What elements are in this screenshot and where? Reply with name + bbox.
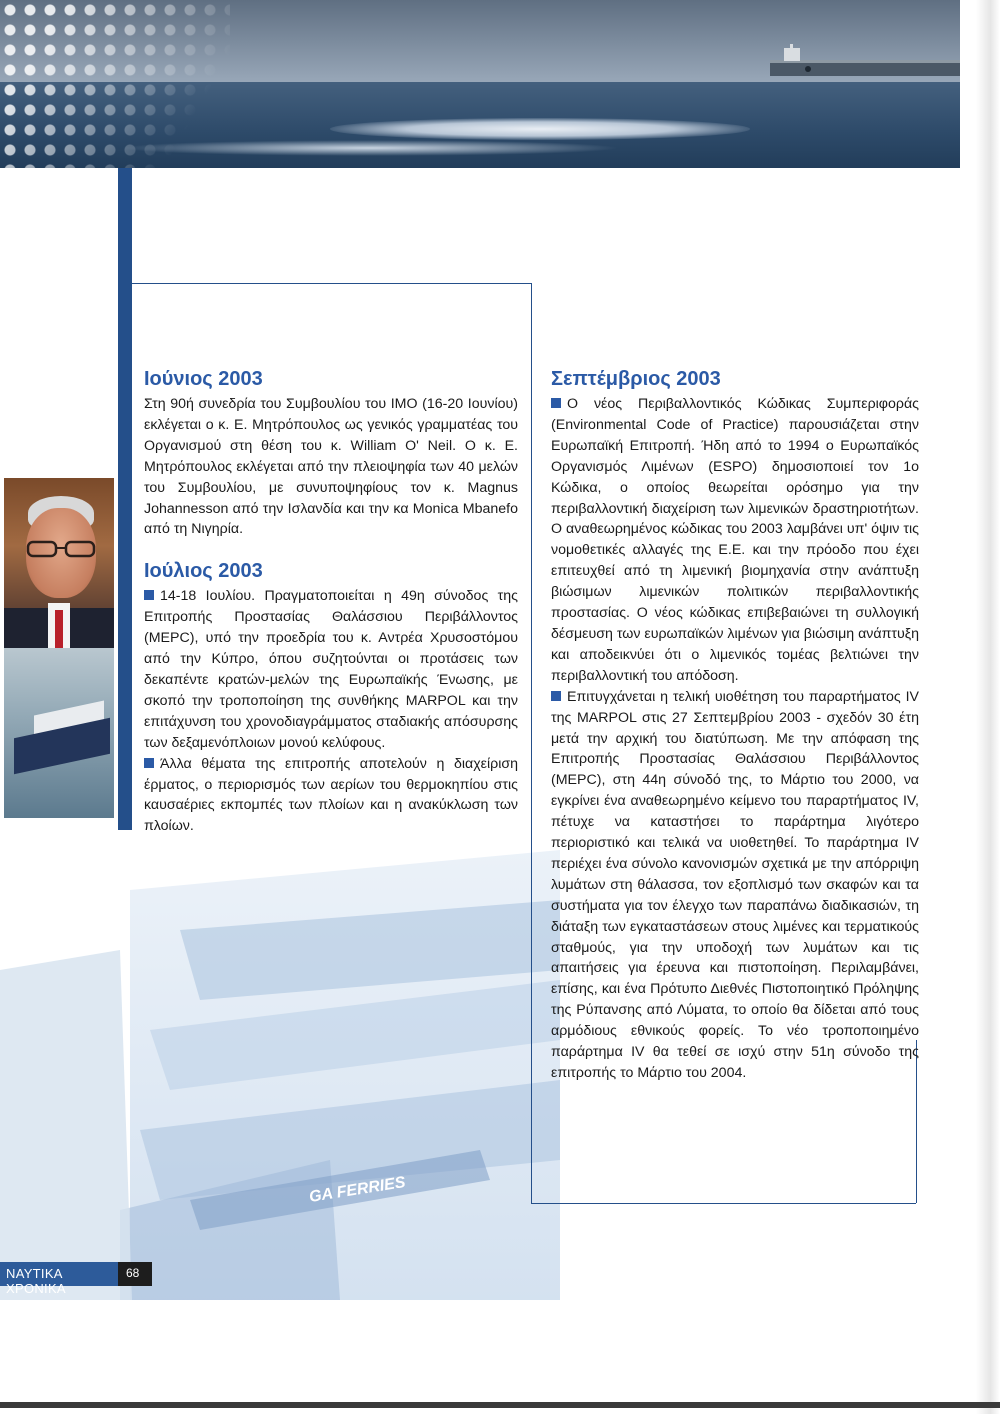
square-bullet-icon (144, 590, 154, 600)
left-column (144, 366, 518, 837)
june-heading: Ιούνιος 2003 (144, 368, 263, 390)
july-heading: Ιούλιος 2003 (144, 560, 263, 583)
header-banner (0, 0, 960, 168)
square-bullet-icon (551, 691, 561, 701)
halftone-dots-decoration (0, 0, 230, 168)
september-heading: Σεπτέμβριος 2003 (551, 368, 721, 390)
frame-divider-line (531, 283, 532, 1203)
frame-top-line (132, 283, 532, 284)
page-number: 68 (126, 1266, 140, 1280)
ferry-hull-text: GA FERRIES (307, 1173, 407, 1206)
bottom-rule (0, 1402, 1000, 1408)
june-text: Στη 90ή συνεδρία του Συμβουλίου του ΙΜΟ (16-20 Ιουνίου) εκλέγεται ο κ. Ε. Μητρόπουλος ως γενικός γραμματέας του Οργανισμού στη θέση του κ. William O' Neil. Ο κ. Ε. Μητρόπουλος εκλέγεται από την πλειοψηφία των 40 μελών του Συμβουλίου, με συνυποψηφίους τον κ. Magnus Johannesson από την Ισλανδία και την κα Monica Mbanefo από τη Νιγηρία. (144, 396, 518, 538)
ship-photo (4, 648, 114, 818)
right-column (551, 366, 919, 1084)
july-paragraph-1: 14-18 Ιουλίου. Πραγματοποιείται η 49η σύνοδος της Επιτροπής Προστασίας Θαλάσσιου Περιβάλλοντος (MEPC), υπό την προεδρία του κ. Αντρέα Χρυσοστόμου από την Κύπρο, όπου συζητούνται οι προτάσεις των δεκαπέντε κρατών-μελών της Ευρωπαϊκής Ένωσης, με σκοπό την τροποποίηση της συνθήκης MARPOL και την επιτάχυνση του χρονοδιαγράμματος σταδιακής απόσυρσης των δεξαμενόπλοιων μονού κελύφους. (144, 588, 518, 751)
tanker-ship-icon (760, 44, 960, 84)
glasses-icon (24, 540, 98, 558)
magazine-name-tab (0, 1262, 118, 1296)
july-paragraph-2: Άλλα θέματα της επιτροπής αποτελούν η διαχείριση έρματος, ο περιορισμός των αερίων του θερμοκηπίου στις καυσαέριες εκπομπές των πλοίων και η ανακύκλωση των πλοίων. (144, 755, 518, 835)
september-paragraph-2: Επιτυγχάνεται η τελική υιοθέτηση του παραρτήματος IV της MARPOL στις 27 Σεπτεμβρίου 2003 - σχεδόν 30 έτη μετά την αρχική του διατύπωση. Με την απόφαση της Επιτροπής Προστασίας Θαλάσσιου Περιβάλλοντος (MEPC), στη 44η σύνοδό της, το Μάρτιο του 2000, να εγκρίνει ένα αναθεωρημένο κείμενο του παραρτήματος IV, πέτυχε να καταστήσει το παράρτημα λιγότερο περιοριστικό και τελικά να υιοθετηθεί. Το παράρτημα IV περιέχει ένα σύνολο κανονισμών σχετικά με την απόρριψη λυμάτων στη θάλασσα, τον εξοπλισμό των σκαφών και τα συστήματα για τον έλεγχο των παραπάνω διαδικασιών, τη διάταξη των εγκαταστάσεων στους λιμένες και τερματικούς σταθμούς, για την υποδοχή των λυμάτων και τις απαιτήσεις για έρευνα και πιστοποίηση. Περιλαμβάνει, επίσης, και ένα Πρότυπο Διεθνές Πιστοποιητικό Πρόληψης της Ρύπανσης από Λύματα, το οποίο θα δίδεται από τους αρμόδιους εθνικούς φορείς. Το νέο τροποποιημένο παράρτημα IV θα τεθεί σε ισχύ στην 51η σύνοδο της επιτροπής το Μάρτιο του 2004. (551, 688, 919, 1081)
september-paragraph-1: Ο νέος Περιβαλλοντικός Κώδικας Συμπεριφοράς (Environmental Code of Practice) παρουσιάζεται στην Ευρωπαϊκή Επιτροπή. Ήδη από το 1994 ο Ευρωπαϊκός Οργανισμός Λιμένων (ESPO) δημοσιοποιεί τον 1ο Κώδικα, ο οποίος θεωρείται ορόσημο για την περιβαλλοντική διαχείριση των λιμενικών δραστηριοτήτων. Ο αναθεωρημένος κώδικας του 2003 λαμβάνει υπ' όψιν τις νομοθετικές αλλαγές της Ε.Ε. και την πρόοδο που έχει επιτευχθεί από τη λιμενική βιομηχανία στην ανάπτυξη βιώσιμων λιμενικών πολιτικών περιβαλλοντικής προστασίας. Ο νέος κώδικας επιβεβαιώνει τη συλλογική δέσμευση των ευρωπαϊκών λιμένων για βιώσιμη ανάπτυξη και αποδεικνύει ότι ο λιμενικός τομέας βελτιώνει την περιβαλλοντική του απόδοση. (551, 396, 919, 684)
frame-bottom-line (531, 1203, 916, 1204)
square-bullet-icon (551, 398, 561, 408)
portrait-photo (4, 478, 114, 648)
square-bullet-icon (144, 758, 154, 768)
page-number-box (118, 1262, 152, 1286)
port-watermark-illustration (0, 830, 560, 1300)
magazine-name: ΝΑΥΤΙΚΑ ΧΡΟΝΙΚΑ (6, 1266, 66, 1296)
